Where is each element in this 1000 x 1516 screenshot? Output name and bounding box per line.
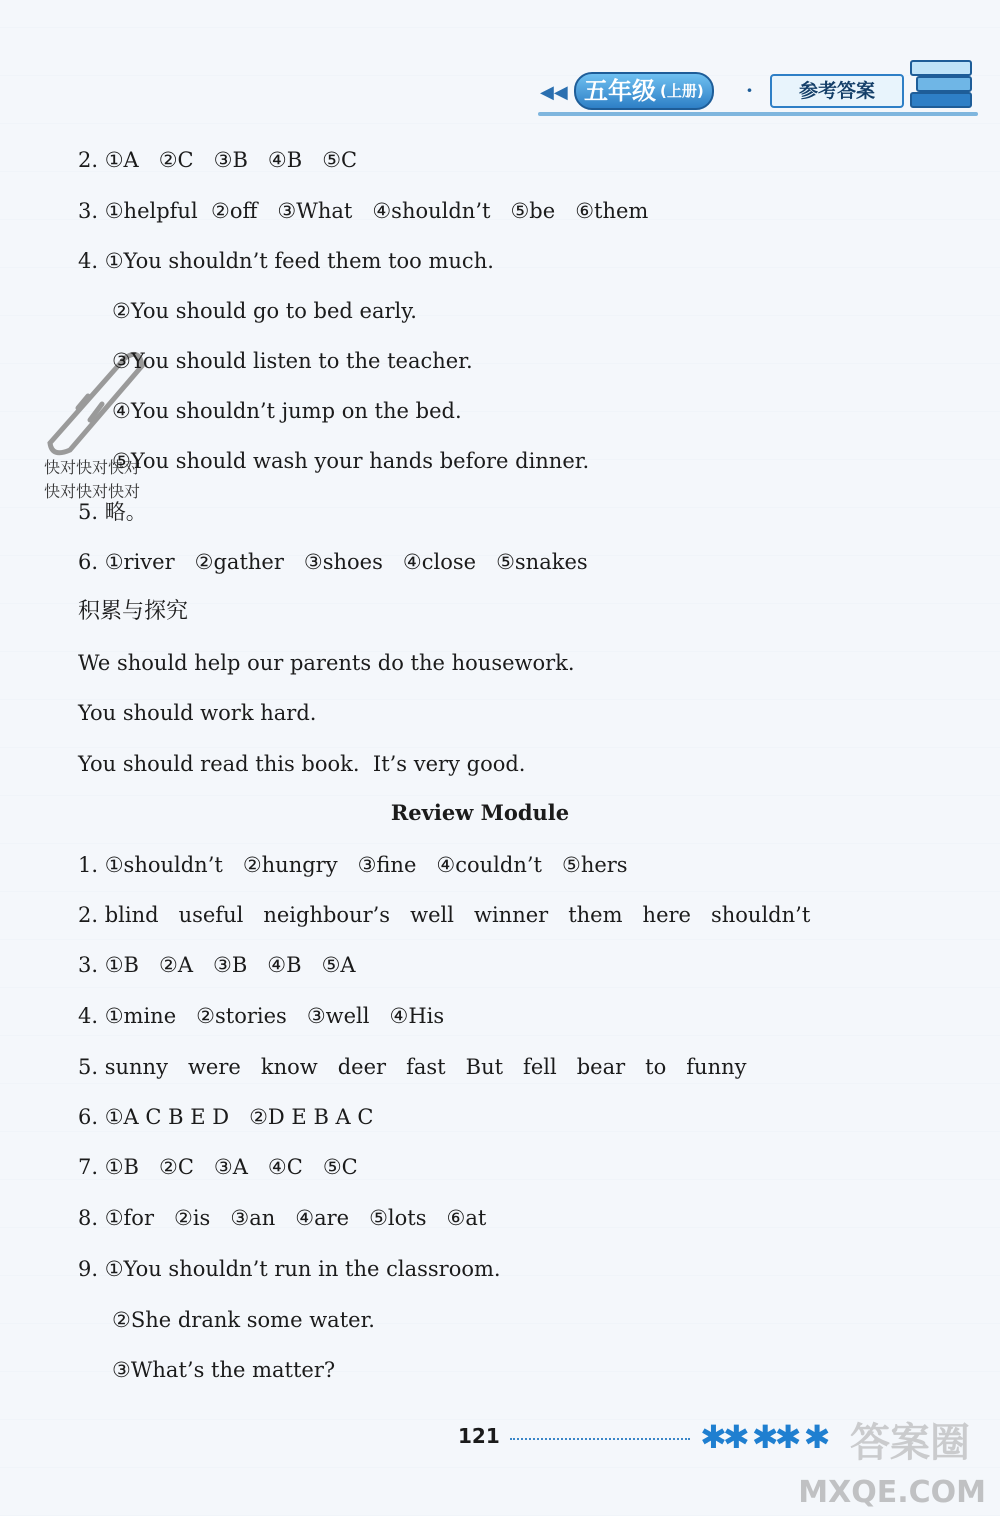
answer-line: You should work hard. — [78, 701, 317, 725]
answer-line: 4. ①You shouldn’t feed them too much. — [78, 249, 494, 273]
stars-decoration-icon: ✱✱ ✱✱ ✱ — [700, 1418, 827, 1456]
answer-line: ④You shouldn’t jump on the bed. — [112, 399, 462, 423]
answer-line: You should read this book. It’s very good. — [78, 752, 526, 776]
answer-line: ③What’s the matter? — [112, 1358, 336, 1382]
answer-line: 6. ①A C B E D ②D E B A C — [78, 1105, 374, 1129]
answer-line: 9. ①You shouldn’t run in the classroom. — [78, 1257, 501, 1281]
site-watermark: MXQE.COM — [798, 1475, 986, 1510]
answer-line: 3. ①helpful ②off ③What ④shouldn’t ⑤be ⑥them — [78, 199, 649, 223]
header-separator: · — [746, 78, 753, 102]
answer-line: 2. ①A ②C ③B ④B ⑤C — [78, 148, 358, 172]
module-title: Review Module — [390, 800, 570, 825]
answer-line: 4. ①mine ②stories ③well ④His — [78, 1004, 445, 1028]
section-heading: 积累与探究 — [78, 599, 189, 624]
answer-line: ⑤You should wash your hands before dinner. — [112, 449, 590, 473]
answer-key-tag: 参考答案 — [770, 74, 904, 108]
books-icon — [910, 58, 972, 110]
answer-line: 7. ①B ②C ③A ④C ⑤C — [78, 1155, 358, 1179]
page-number: 121 — [458, 1424, 500, 1448]
volume-label: (上册) — [660, 82, 704, 100]
answer-line: 1. ①shouldn’t ②hungry ③fine ④couldn’t ⑤hers — [78, 853, 628, 877]
header-banner — [518, 58, 978, 120]
answer-line: 8. ①for ②is ③an ④are ⑤lots ⑥at — [78, 1206, 487, 1230]
answer-line: 5. sunny were know deer fast But fell bear to funny — [78, 1055, 747, 1079]
grade-badge — [574, 72, 714, 110]
answer-line: ③You should listen to the teacher. — [112, 349, 473, 373]
rewind-arrows-icon: ◀◀ — [540, 82, 568, 103]
answer-line: We should help our parents do the housework. — [78, 651, 575, 675]
answer-line: 6. ①river ②gather ③shoes ④close ⑤snakes — [78, 550, 588, 574]
answer-line: ②She drank some water. — [112, 1308, 375, 1332]
answer-line: 2. blind useful neighbour’s well winner them here shouldn’t — [78, 903, 811, 927]
answer-line: 5. 略。 — [78, 500, 147, 524]
grade-label: 五年级 — [584, 77, 656, 105]
site-watermark-cn: 答案圈 — [850, 1420, 970, 1466]
footer-dotted-rule — [510, 1438, 690, 1440]
answer-line: 3. ①B ②A ③B ④B ⑤A — [78, 953, 356, 977]
answer-line: ②You should go to bed early. — [112, 299, 417, 323]
header-rule — [538, 112, 978, 116]
stamp-text-line-2: 快对快对快对 — [44, 482, 141, 501]
stamp-text-line-1: 快对快对快对 — [44, 458, 141, 477]
